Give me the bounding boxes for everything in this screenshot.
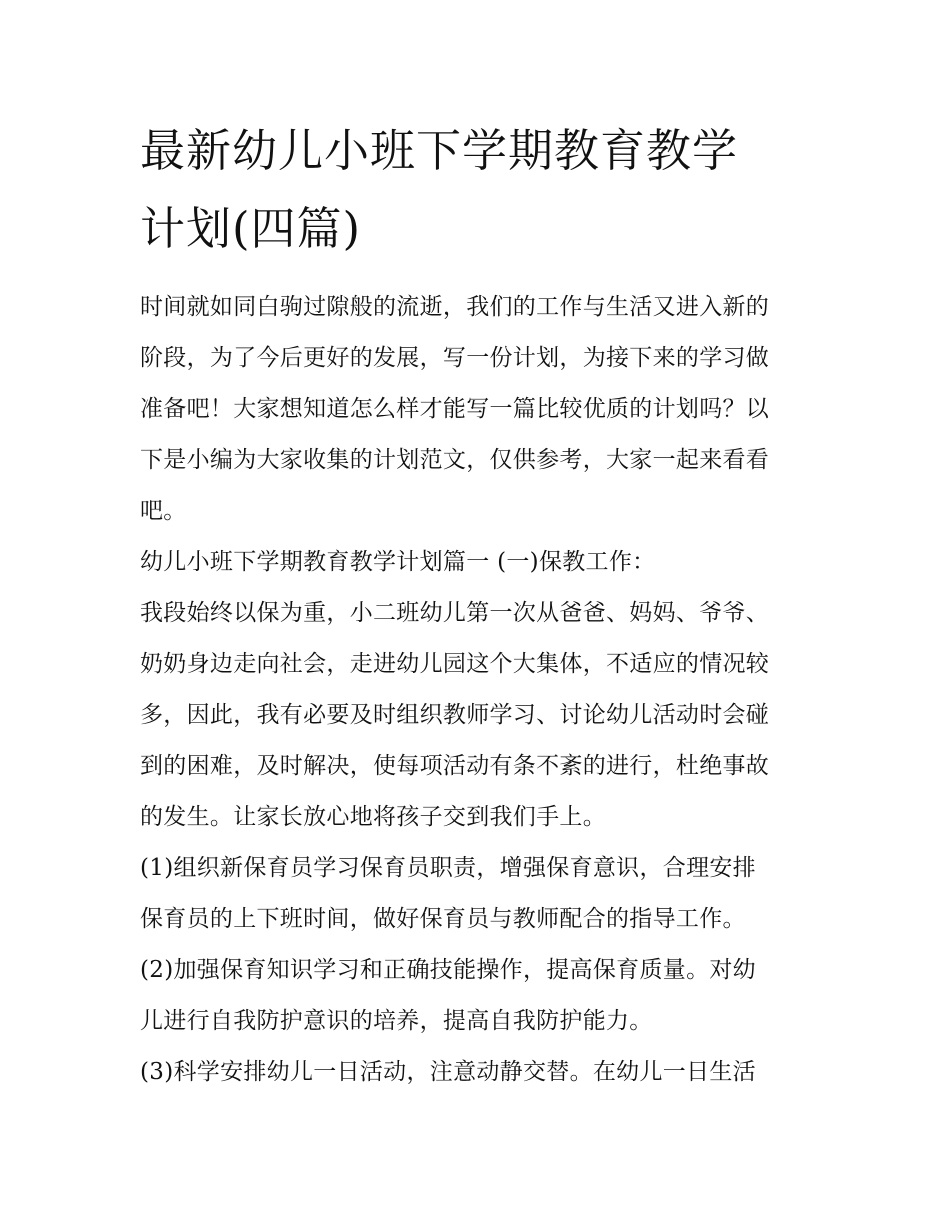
intro-paragraph (140, 282, 820, 537)
text-line: 多，因此，我有必要及时组织教师学习、讨论幼儿活动时会碰 (140, 702, 770, 728)
text-line: 到的困难，及时解决，使每项活动有条不紊的进行，杜绝事故 (140, 753, 770, 779)
text-line: (3)科学安排幼儿一日活动，注意动静交替。在幼儿一日生活 (140, 1059, 756, 1085)
section-heading-paragraph (140, 537, 820, 588)
text-line: 保育员的上下班时间，做好保育员与教师配合的指导工作。 (140, 906, 746, 932)
title-line: 最新幼儿小班下学期教育教学 (140, 124, 739, 177)
text-line: 阶段，为了今后更好的发展，写一份计划，为接下来的学习做 (140, 345, 770, 371)
list-item-paragraph (140, 945, 820, 1047)
text-line: 吧。 (140, 498, 187, 524)
text-line: 准备吧！大家想知道怎么样才能写一篇比较优质的计划吗？以 (140, 396, 770, 422)
text-line: 时间就如同白驹过隙般的流逝，我们的工作与生活又进入新的 (140, 294, 770, 320)
text-line: (1)组织新保育员学习保育员职责，增强保育意识，合理安排 (140, 855, 756, 881)
list-item-paragraph (140, 1047, 820, 1098)
text-line: 幼儿小班下学期教育教学计划篇一 (一)保教工作： (140, 549, 656, 575)
text-line: 的发生。让家长放心地将孩子交到我们手上。 (140, 804, 606, 830)
list-item-paragraph (140, 843, 820, 945)
text-line: 儿进行自我防护意识的培养，提高自我防护能力。 (140, 1008, 653, 1034)
document-title (140, 112, 820, 268)
title-line: 计划(四篇) (140, 202, 362, 255)
text-line: 下是小编为大家收集的计划范文，仅供参考，大家一起来看看 (140, 447, 770, 473)
text-line: (2)加强保育知识学习和正确技能操作，提高保育质量。对幼 (140, 957, 756, 983)
text-line: 我段始终以保为重，小二班幼儿第一次从爸爸、妈妈、爷爷、 (140, 600, 770, 626)
document-body (140, 282, 820, 1098)
text-line: 奶奶身边走向社会，走进幼儿园这个大集体，不适应的情况较 (140, 651, 770, 677)
body-paragraph (140, 588, 820, 843)
